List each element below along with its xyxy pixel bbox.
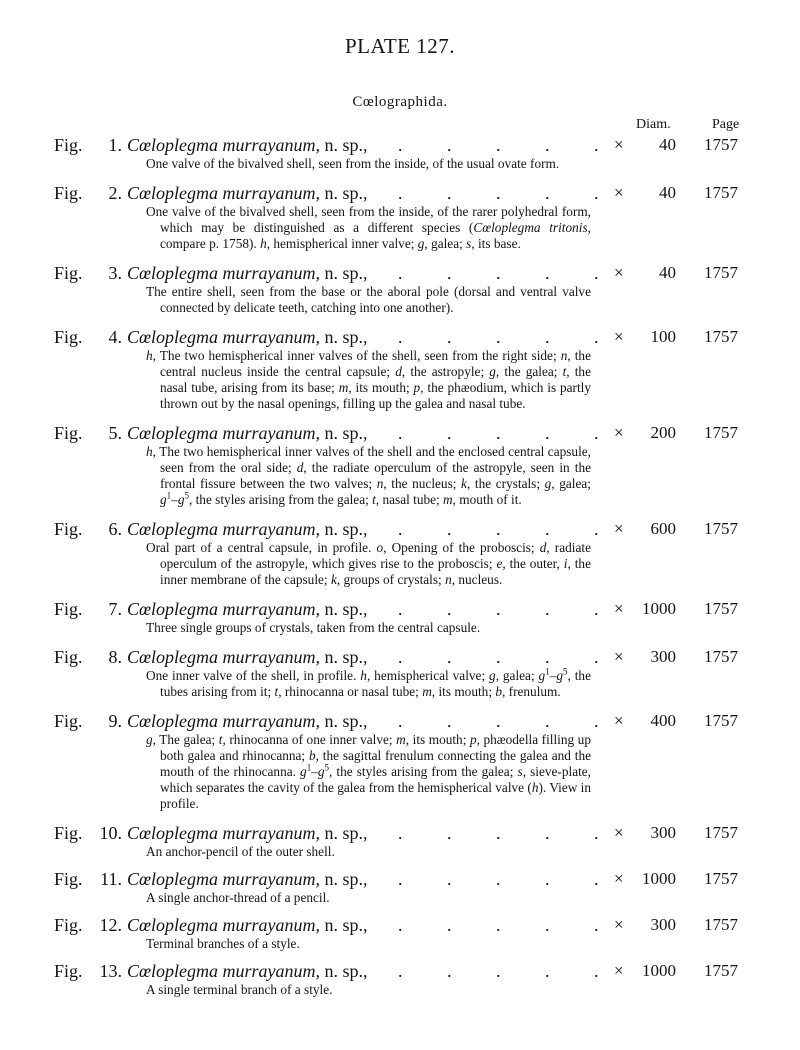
- figure-title-line: [0, 822, 800, 844]
- figure-entry: [0, 598, 800, 636]
- diameter-number: 100: [650, 327, 676, 346]
- genus-species: Cœloplegma murrayanum,: [127, 961, 320, 981]
- figure-description: Three single groups of crystals, taken from the central capsule.: [146, 620, 481, 635]
- page-number: 1757: [704, 647, 738, 666]
- figure-title-line: [0, 422, 800, 444]
- diameter-value: [614, 262, 676, 284]
- fig-number: 4.: [108, 327, 122, 347]
- page-number: 1757: [704, 711, 738, 730]
- leader-dots: . . . . .: [398, 423, 599, 443]
- diameter-value: [614, 914, 676, 936]
- species-suffix: n. sp.,: [324, 823, 368, 843]
- species-name: [127, 868, 368, 890]
- plate-title: PLATE 127.: [345, 34, 455, 58]
- diameter-number: 1000: [642, 869, 676, 888]
- fig-word: Fig.: [54, 599, 83, 619]
- fig-number: 2.: [108, 183, 122, 203]
- species-name: [127, 518, 368, 540]
- leader-dots: . . . . .: [398, 599, 599, 619]
- diameter-number: 1000: [642, 599, 676, 618]
- diameter-value: [614, 518, 676, 540]
- leader-dots: . . . . .: [398, 519, 599, 539]
- species-suffix: n. sp.,: [324, 263, 368, 283]
- figure-description: One valve of the bivalved shell, seen from the inside, of the rarer polyhedral form, which may be distinguished as a different species (Cœloplegma tritonis, compare p. 1758). h, hemispherical inner valve; g, galea; s, its base.: [146, 204, 591, 251]
- page-column-header: Page: [712, 117, 740, 132]
- figure-description: Oral part of a central capsule, in profile. o, Opening of the proboscis; d, radiate operculum of the astropyle, which gives rise to the proboscis; e, the outer, i, the inner membrane of the capsule; k, groups of crystals; n, nucleus.: [146, 540, 591, 587]
- page-number: 1757: [704, 869, 738, 888]
- species-suffix: n. sp.,: [324, 711, 368, 731]
- times-sign: ×: [614, 823, 624, 842]
- figure-description: Terminal branches of a style.: [146, 936, 300, 951]
- species-name: [127, 134, 368, 156]
- species-suffix: n. sp.,: [324, 135, 368, 155]
- species-name: [127, 960, 368, 982]
- genus-species: Cœloplegma murrayanum,: [127, 135, 320, 155]
- fig-word: Fig.: [54, 423, 83, 443]
- genus-species: Cœloplegma murrayanum,: [127, 263, 320, 283]
- species-name: [127, 914, 368, 936]
- species-suffix: n. sp.,: [324, 647, 368, 667]
- species-name: [127, 326, 368, 348]
- genus-species: Cœloplegma murrayanum,: [127, 183, 320, 203]
- fig-word: Fig.: [54, 711, 83, 731]
- times-sign: ×: [614, 915, 624, 934]
- species-name: [127, 646, 368, 668]
- figure-description: h, The two hemispherical inner valves of the shell and the enclosed central capsule, seen from the oral side; d, the radiate operculum of the astropyle, seen in the frontal fissure between the two valves; n, the nucleus; k, the crystals; g, galea; $g^1-g^5$, the styles arising from the galea; t, nasal tube; m, mouth of it.: [146, 444, 591, 507]
- figure-description: A single terminal branch of a style.: [146, 982, 333, 997]
- times-sign: ×: [614, 327, 624, 346]
- genus-species: Cœloplegma murrayanum,: [127, 327, 320, 347]
- fig-number: 12.: [99, 915, 122, 935]
- species-name: [127, 710, 368, 732]
- figure-entry: [0, 710, 800, 812]
- fig-number: 9.: [108, 711, 122, 731]
- figure-description: A single anchor-thread of a pencil.: [146, 890, 330, 905]
- species-name: [127, 262, 368, 284]
- fig-word: Fig.: [54, 823, 83, 843]
- genus-species: Cœloplegma murrayanum,: [127, 423, 320, 443]
- fig-number: 3.: [108, 263, 122, 283]
- leader-dots: . . . . .: [398, 711, 599, 731]
- figure-title-line: [0, 710, 800, 732]
- figure-title-line: [0, 326, 800, 348]
- fig-number: 1.: [108, 135, 122, 155]
- figure-description: One valve of the bivalved shell, seen from the inside, of the usual ovate form.: [146, 156, 560, 171]
- diameter-value: [614, 960, 676, 982]
- figure-entry: [0, 422, 800, 508]
- genus-species: Cœloplegma murrayanum,: [127, 519, 320, 539]
- page-number: 1757: [704, 135, 738, 154]
- species-suffix: n. sp.,: [324, 423, 368, 443]
- species-name: [127, 422, 368, 444]
- page-number: 1757: [704, 915, 738, 934]
- page-number: 1757: [704, 823, 738, 842]
- diameter-value: [614, 646, 676, 668]
- section-title: Cœlographida.: [352, 94, 448, 110]
- times-sign: ×: [614, 599, 624, 618]
- species-suffix: n. sp.,: [324, 183, 368, 203]
- figure-title-line: [0, 646, 800, 668]
- species-name: [127, 598, 368, 620]
- figure-entry: [0, 646, 800, 700]
- page-number: 1757: [704, 327, 738, 346]
- figure-title-line: [0, 598, 800, 620]
- page-number: 1757: [704, 599, 738, 618]
- diameter-number: 400: [650, 711, 676, 730]
- figure-entry: [0, 914, 800, 952]
- fig-word: Fig.: [54, 135, 83, 155]
- fig-word: Fig.: [54, 519, 83, 539]
- times-sign: ×: [614, 135, 624, 154]
- figure-description: h, The two hemispherical inner valves of the shell, seen from the right side; n, the central nucleus inside the central capsule; d, the astropyle; g, the galea; t, the nasal tube, arising from its base; m, its mouth; p, the phæodium, which is partly thrown out by the nasal openings, filling up the galea and nasal tube.: [146, 348, 592, 411]
- figure-list: [0, 134, 800, 998]
- diameter-value: [614, 422, 676, 444]
- figure-title-line: [0, 868, 800, 890]
- genus-species: Cœloplegma murrayanum,: [127, 869, 320, 889]
- times-sign: ×: [614, 961, 624, 980]
- figure-title-line: [0, 518, 800, 540]
- figure-entry: [0, 822, 800, 860]
- genus-species: Cœloplegma murrayanum,: [127, 647, 320, 667]
- diameter-number: 600: [650, 519, 676, 538]
- times-sign: ×: [614, 183, 624, 202]
- diameter-number: 300: [650, 823, 676, 842]
- genus-species: Cœloplegma murrayanum,: [127, 711, 320, 731]
- leader-dots: . . . . .: [398, 823, 599, 843]
- fig-number: 13.: [99, 961, 122, 981]
- leader-dots: . . . . .: [398, 263, 599, 283]
- diameter-value: [614, 710, 676, 732]
- diameter-number: 40: [659, 135, 676, 154]
- leader-dots: . . . . .: [398, 183, 599, 203]
- diameter-value: [614, 822, 676, 844]
- species-suffix: n. sp.,: [324, 915, 368, 935]
- fig-number: 6.: [108, 519, 122, 539]
- leader-dots: . . . . .: [398, 915, 599, 935]
- leader-dots: . . . . .: [398, 647, 599, 667]
- figure-entry: [0, 326, 800, 412]
- page-number: 1757: [704, 423, 738, 442]
- figure-entry: [0, 182, 800, 252]
- figure-entry: [0, 518, 800, 588]
- fig-number: 11.: [100, 869, 122, 889]
- figure-description: One inner valve of the shell, in profile. h, hemispherical valve; g, galea; $g^1-g^5$, the tubes arising from it; t, rhinocanna or nasal tube; m, its mouth; b, frenulum.: [146, 666, 591, 699]
- diameter-value: [614, 326, 676, 348]
- genus-species: Cœloplegma murrayanum,: [127, 823, 320, 843]
- diameter-value: [614, 134, 676, 156]
- figure-description: An anchor-pencil of the outer shell.: [146, 844, 335, 859]
- figure-entry: [0, 134, 800, 172]
- page-number: 1757: [704, 519, 738, 538]
- figure-title-line: [0, 182, 800, 204]
- figure-entry: [0, 262, 800, 316]
- figure-description: The entire shell, seen from the base or the aboral pole (dorsal and ventral valve connected by delicate teeth, catching into one another).: [146, 284, 591, 315]
- diameter-number: 300: [650, 915, 676, 934]
- diameter-value: [614, 868, 676, 890]
- fig-word: Fig.: [54, 327, 83, 347]
- figure-entry: [0, 960, 800, 998]
- diameter-number: 200: [650, 423, 676, 442]
- species-suffix: n. sp.,: [324, 869, 368, 889]
- times-sign: ×: [614, 263, 624, 282]
- fig-word: Fig.: [54, 647, 83, 667]
- diameter-number: 1000: [642, 961, 676, 980]
- figure-title-line: [0, 914, 800, 936]
- species-suffix: n. sp.,: [324, 519, 368, 539]
- fig-number: 5.: [108, 423, 122, 443]
- fig-word: Fig.: [54, 183, 83, 203]
- figure-title-line: [0, 262, 800, 284]
- diameter-value: [614, 182, 676, 204]
- page-number: 1757: [704, 183, 738, 202]
- fig-word: Fig.: [54, 263, 83, 283]
- leader-dots: . . . . .: [398, 961, 599, 981]
- species-name: [127, 182, 368, 204]
- figure-title-line: [0, 960, 800, 982]
- figure-description: g, The galea; t, rhinocanna of one inner valve; m, its mouth; p, phæodella filling up both galea and rhinocanna; b, the sagittal frenulum connecting the galea and the mouth of the rhinocanna. $g^1-g^5$, the styles arising from the galea; s, sieve-plate, which separates the cavity of the galea from the hemispherical valve (h). View in profile.: [146, 732, 592, 811]
- times-sign: ×: [614, 711, 624, 730]
- leader-dots: . . . . .: [398, 869, 599, 889]
- diameter-number: 40: [659, 183, 676, 202]
- diameter-number: 40: [659, 263, 676, 282]
- fig-word: Fig.: [54, 869, 83, 889]
- species-suffix: n. sp.,: [324, 327, 368, 347]
- fig-number: 8.: [108, 647, 122, 667]
- diameter-value: [614, 598, 676, 620]
- fig-number: 10.: [99, 823, 122, 843]
- genus-species: Cœloplegma murrayanum,: [127, 915, 320, 935]
- page-number: 1757: [704, 263, 738, 282]
- times-sign: ×: [614, 423, 624, 442]
- species-name: [127, 822, 368, 844]
- figure-entry: [0, 868, 800, 906]
- times-sign: ×: [614, 647, 624, 666]
- times-sign: ×: [614, 519, 624, 538]
- leader-dots: . . . . .: [398, 327, 599, 347]
- diam-column-header: Diam.: [636, 117, 671, 132]
- page-number: 1757: [704, 961, 738, 980]
- genus-species: Cœloplegma murrayanum,: [127, 599, 320, 619]
- species-suffix: n. sp.,: [324, 961, 368, 981]
- fig-word: Fig.: [54, 961, 83, 981]
- leader-dots: . . . . .: [398, 135, 599, 155]
- fig-word: Fig.: [54, 915, 83, 935]
- diameter-number: 300: [650, 647, 676, 666]
- species-suffix: n. sp.,: [324, 599, 368, 619]
- figure-title-line: [0, 134, 800, 156]
- fig-number: 7.: [108, 599, 122, 619]
- times-sign: ×: [614, 869, 624, 888]
